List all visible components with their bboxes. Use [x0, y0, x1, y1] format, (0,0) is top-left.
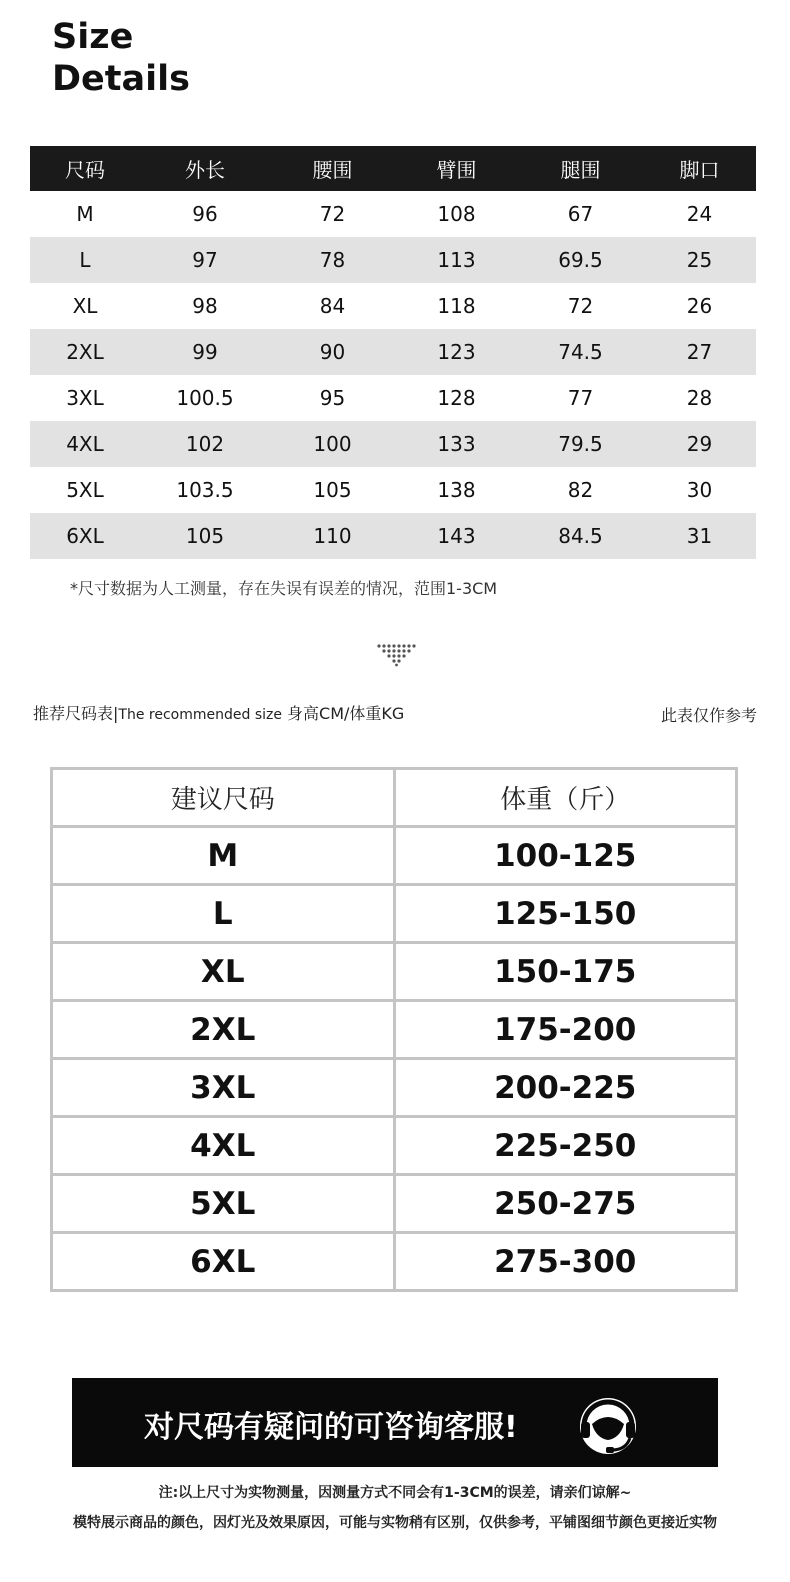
size-cell: L	[52, 885, 395, 943]
table-row	[30, 329, 756, 375]
table-row	[52, 827, 737, 885]
table-row	[30, 283, 756, 329]
table-cell: 69.5	[558, 248, 603, 272]
weight-cell: 275-300	[394, 1233, 737, 1291]
header-cell: 脚口	[679, 158, 720, 182]
table-cell: M	[76, 202, 94, 226]
table-cell: 31	[686, 524, 713, 548]
dotted-arrow-icon	[376, 643, 416, 667]
table-cell: 2XL	[66, 340, 104, 364]
table-cell: 84	[319, 294, 346, 318]
table-cell: 96	[192, 202, 218, 226]
weight-cell: 225-250	[394, 1117, 737, 1175]
table-cell: 74.5	[558, 340, 603, 364]
table-cell: 138	[437, 478, 476, 502]
table-cell: 118	[437, 294, 476, 318]
customer-service-banner[interactable]	[72, 1378, 718, 1467]
table-cell: 72	[567, 294, 594, 318]
header-cell: 臂围	[436, 158, 477, 182]
table-cell: 102	[185, 432, 225, 456]
table-cell: 25	[686, 248, 713, 272]
weight-cell: 250-275	[394, 1175, 737, 1233]
table-row	[52, 1233, 737, 1291]
size-cell: M	[52, 827, 395, 885]
table-cell: 113	[437, 248, 476, 272]
weight-cell: 125-150	[394, 885, 737, 943]
table-cell: 84.5	[558, 524, 603, 548]
table-row	[52, 1059, 737, 1117]
table-cell: 67	[567, 202, 594, 226]
table-cell: 26	[686, 294, 713, 318]
table-cell: 5XL	[66, 478, 104, 502]
table-cell: 103.5	[176, 478, 234, 502]
size-cell: XL	[52, 943, 395, 1001]
rec-table-header	[52, 769, 737, 827]
table-cell: 128	[437, 386, 476, 410]
table-cell: 110	[313, 524, 352, 548]
page-title	[52, 16, 190, 100]
table-cell: 105	[185, 524, 225, 548]
weight-cell: 175-200	[394, 1001, 737, 1059]
table-cell: 3XL	[66, 386, 104, 410]
table-cell: 90	[319, 340, 346, 364]
table-cell: 133	[437, 432, 476, 456]
size-table-header	[30, 146, 756, 191]
table-row	[30, 467, 756, 513]
weight-cell: 100-125	[394, 827, 737, 885]
table-cell: 72	[319, 202, 346, 226]
table-cell: 77	[567, 386, 594, 410]
table-cell: 95	[319, 386, 346, 410]
table-cell: L	[79, 248, 91, 272]
table-cell: 82	[567, 478, 594, 502]
reference-only-label: 此表仅作参考	[660, 706, 757, 725]
table-cell: 99	[192, 340, 218, 364]
table-cell: 28	[686, 386, 713, 410]
table-cell: 105	[313, 478, 352, 502]
recommended-label-units: 身高CM/体重KG	[281, 704, 405, 723]
banner-text: 对尺码有疑问的可咨询客服!	[144, 1410, 518, 1445]
table-row	[30, 513, 756, 559]
table-row	[30, 375, 756, 421]
size-cell: 3XL	[52, 1059, 395, 1117]
table-cell: 108	[437, 202, 476, 226]
table-cell: 100	[313, 432, 352, 456]
recommended-size-label	[33, 701, 404, 724]
table-cell: 4XL	[66, 432, 104, 456]
table-row	[30, 191, 756, 237]
title-line-2: Details	[52, 59, 190, 99]
recommended-label-en: The recommended size	[118, 707, 282, 723]
table-cell: 97	[192, 248, 218, 272]
table-cell: 123	[437, 340, 476, 364]
table-row	[52, 943, 737, 1001]
table-row	[52, 885, 737, 943]
table-row	[30, 421, 756, 467]
size-cell: 6XL	[52, 1233, 395, 1291]
size-cell: 4XL	[52, 1117, 395, 1175]
table-cell: 100.5	[176, 386, 234, 410]
table-row	[52, 1117, 737, 1175]
title-line-1: Size	[52, 17, 134, 57]
table-cell: 24	[686, 202, 713, 226]
table-cell: 27	[686, 340, 713, 364]
header-cell: 体重（斤）	[394, 769, 737, 827]
measurement-note: *尺寸数据为人工测量，存在失误有误差的情况，范围1-3CM	[70, 579, 498, 598]
footer-note-1: 注:以上尺寸为实物测量，因测量方式不同会有1-3CM的误差，请亲们谅解~	[158, 1485, 632, 1501]
footer-note-2: 模特展示商品的颜色，因灯光及效果原因，可能与实物稍有区别，仅供参考，平铺图细节颜色更接近实物	[73, 1515, 717, 1531]
table-cell: 98	[192, 294, 218, 318]
recommended-size-table	[50, 767, 738, 1292]
size-details-table	[30, 146, 756, 559]
table-cell: XL	[72, 294, 98, 318]
table-cell: 78	[319, 248, 346, 272]
table-cell: 79.5	[558, 432, 603, 456]
size-cell: 5XL	[52, 1175, 395, 1233]
weight-cell: 150-175	[394, 943, 737, 1001]
table-cell: 143	[437, 524, 476, 548]
header-cell: 外长	[185, 158, 225, 182]
table-cell: 30	[686, 478, 713, 502]
table-row	[52, 1175, 737, 1233]
table-row	[52, 1001, 737, 1059]
header-cell: 建议尺码	[52, 769, 395, 827]
customer-service-headset-icon	[570, 1386, 646, 1462]
table-row	[30, 237, 756, 283]
recommended-label-cn: 推荐尺码表|	[33, 704, 119, 723]
header-cell: 腿围	[560, 158, 601, 182]
table-cell: 6XL	[66, 524, 104, 548]
weight-cell: 200-225	[394, 1059, 737, 1117]
size-cell: 2XL	[52, 1001, 395, 1059]
table-cell: 29	[686, 432, 713, 456]
header-cell: 尺码	[65, 158, 105, 182]
header-cell: 腰围	[312, 158, 353, 182]
